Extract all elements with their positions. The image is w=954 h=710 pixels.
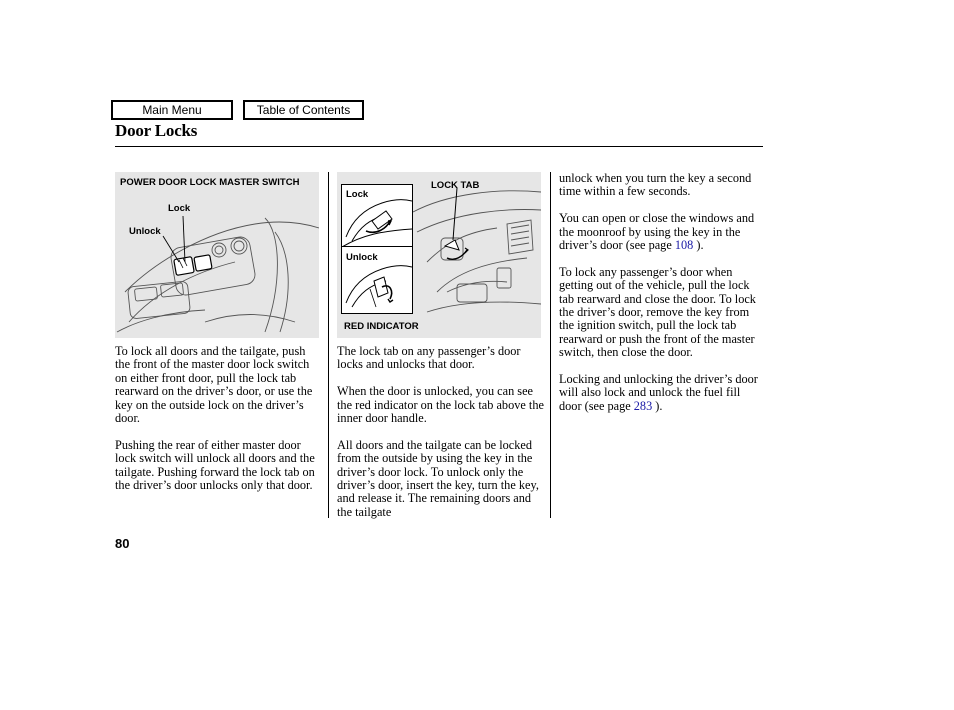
windows-text: You can open or close the windows and the moonroof by using the key in the driver’s door (see page [559,211,755,253]
door-panel-drawing [115,172,319,338]
table-of-contents-button[interactable]: Table of Contents [243,100,364,120]
paragraph-lock-passenger-door: To lock any passenger’s door when getting out of the vehicle, pull the lock tab rearward and close the door. To lock the driver’s door, remove the key from the ignition switch, pull the lock tab rearward or push the front of the master switch, then close the door. [559,264,756,360]
fuel-door-text-end: ). [652,398,663,413]
figure1-title: POWER DOOR LOCK MASTER SWITCH [120,177,300,188]
column-divider-2 [550,172,551,518]
figure2-red-indicator-label: RED INDICATOR [344,321,419,332]
column-2-text [337,345,544,533]
page-title: Door Locks [115,121,198,140]
figure1-lock-label: Lock [168,203,191,214]
paragraph-red-indicator: When the door is unlocked, you can see the red indicator on the lock tab above the inner door handle. [337,384,544,426]
master-switch-illustration [115,172,319,338]
lock-tab-illustration [337,172,541,338]
paragraph-key-lock: All doors and the tailgate can be locked from the outside by using the key in the driver’s door lock. To unlock only the driver’s door, insert the key, turn the key, and release it. The remaining doors and the tailgate [337,437,539,519]
figure2-unlock-label: Unlock [346,252,378,263]
title-divider [115,146,763,147]
paragraph-unlock-second-time: unlock when you turn the key a second time within a few seconds. [559,171,752,199]
main-menu-button[interactable]: Main Menu [111,100,233,120]
windows-text-end: ). [693,238,704,253]
figure2-lock-tab-label: LOCK TAB [431,180,480,191]
paragraph-lock-all-doors: To lock all doors and the tailgate, push the front of the master door lock switch on either front door, pull the lock tab rearward on the driver’s door, or use the key on the outside lock on the driver’s door. [115,344,313,426]
column-1-text [115,345,320,506]
fuel-door-text: Locking and unlocking the driver’s door will also lock and unlock the fuel fill door (see page [559,372,758,413]
page-number: 80 [115,536,130,551]
paragraph-fuel-fill-door [559,373,765,413]
paragraph-unlock-all-doors: Pushing the rear of either master door lock switch will unlock all doors and the tailgate. Pushing forward the lock tab on the driver’s door unlocks only that door. [115,437,315,493]
column-divider-1 [328,172,329,518]
page-108-link[interactable]: 108 [674,238,694,253]
column-3-text [559,172,765,427]
page-283-link[interactable]: 283 [633,398,653,413]
figure1-unlock-label: Unlock [129,226,161,237]
paragraph-passenger-lock-tab: The lock tab on any passenger’s door locks and unlocks that door. [337,344,521,372]
paragraph-windows-moonroof [559,212,765,252]
figure2-lock-label: Lock [346,189,369,200]
